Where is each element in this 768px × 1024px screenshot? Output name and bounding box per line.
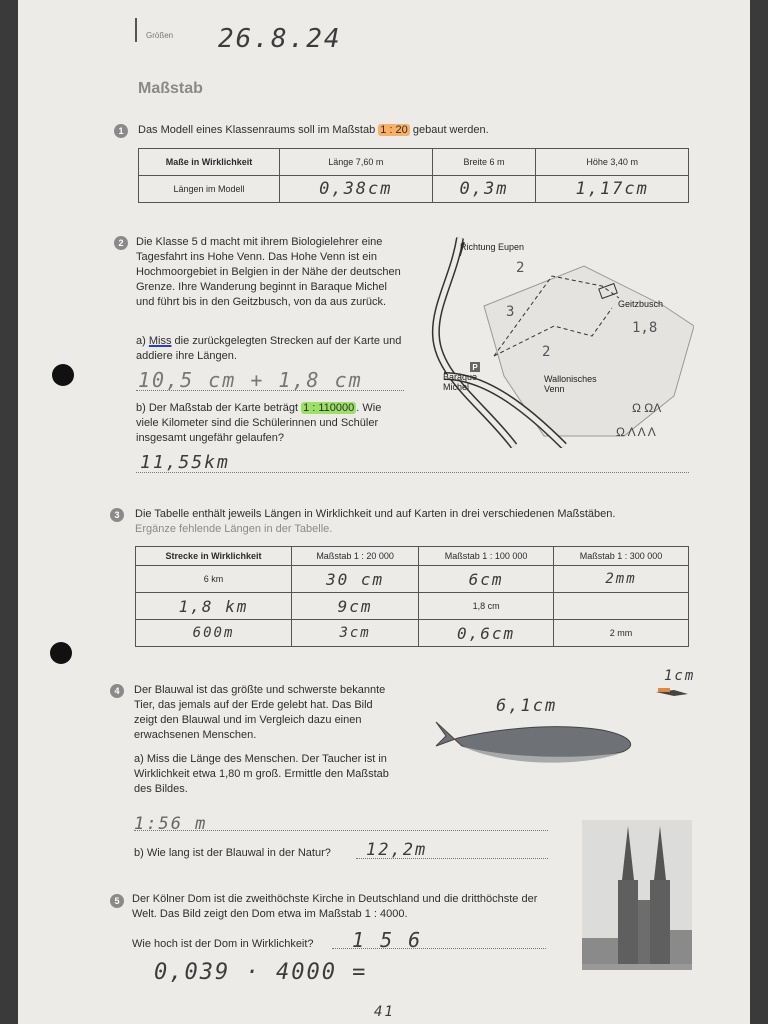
handwritten-date: 26.8.24 [218, 24, 342, 54]
task2-a-miss: Miss [148, 335, 172, 347]
map-label-richtung: Richtung Eupen [460, 242, 525, 252]
task4-a-text: a) Miss die Länge des Menschen. Der Taucher ist in Wirklichkeit etwa 1,80 m groß. Ermittle den Maßstab des Bildes. [134, 753, 389, 795]
task-number-2: 2 [114, 236, 128, 250]
answer-line [136, 390, 404, 391]
task3-header-cell: Maßstab 1 : 300 000 [554, 547, 689, 566]
task1-header-cell: Maße in Wirklichkeit [139, 149, 280, 176]
route-mark: 1,8 [632, 320, 658, 336]
task3-header-cell: Maßstab 1 : 100 000 [419, 547, 554, 566]
task2-text: Die Klasse 5 d macht mit ihrem Biologielehrer eine Tagesfahrt ins Hohe Venn. Das Hohe Venn ist ein Hochmoorgebiet in Belgien in der Nähe der deutschen Grenze. Ihre Wanderung beginnt in Baraque Michel und führt bis in den Geitzbusch, von da aus zurück. [136, 236, 401, 308]
task3-answer-cell[interactable]: 9cm [292, 593, 419, 620]
answer-line [136, 472, 689, 473]
topic-bar [135, 18, 137, 42]
task4-b-text: b) Wie lang ist der Blauwal in der Natur? [134, 847, 331, 859]
task1-answer-cell[interactable]: 0,3m [432, 176, 536, 203]
task1-header-cell: Höhe 3,40 m [536, 149, 689, 176]
task4-text: Der Blauwal ist das größte und schwerste bekannte Tier, das jemals auf der Erde gelebt hat. Das Bild zeigt den Blauwal und im Vergleich dazu einen erwachsenen Menschen. [134, 684, 386, 741]
task3-answer-cell[interactable]: 600m [136, 620, 292, 647]
cathedral-nave [638, 900, 650, 964]
task3-cell: 2 mm [554, 620, 689, 647]
diver-image [654, 686, 690, 700]
map-label-baraque: Baraque Michel [443, 372, 478, 392]
task2-b-text [136, 401, 404, 446]
task3-answer-cell[interactable]: 6cm [419, 566, 554, 593]
cologne-cathedral-image [582, 820, 692, 970]
task2-b-after: . Wie viele Kilometer sind die Schülerinnen und Schüler insgesamt ungefähr gelaufen? [136, 402, 382, 444]
task4-a-answer[interactable]: 1:56 m [134, 814, 208, 834]
blue-whale-image [432, 712, 638, 772]
punch-hole [50, 642, 72, 664]
task5-question: Wie hoch ist der Dom in Wirklichkeit? [132, 938, 314, 950]
task3-text [135, 507, 635, 537]
task3-answer-cell[interactable]: 1,8 km [136, 593, 292, 620]
tree-symbols: Ω ΩΛ [632, 401, 662, 415]
cathedral-tower-right [650, 880, 670, 964]
task1-text-after: gebaut werden. [409, 124, 489, 136]
route-mark: 3 [506, 304, 515, 320]
task3-table [135, 546, 689, 647]
task1-answer-cell[interactable]: 0,38cm [280, 176, 433, 203]
topic-label: Größen [146, 31, 174, 40]
task2-a-answer[interactable]: 10,5 cm + 1,8 cm [138, 368, 363, 392]
answer-line [356, 858, 548, 859]
answer-line [134, 830, 548, 831]
task3-answer-cell[interactable]: 2mm [554, 566, 689, 593]
task2-a-text [136, 334, 404, 364]
task1-text [138, 123, 489, 138]
diver-length-note: 1cm [664, 668, 696, 684]
map-label-geitzbusch: Geitzbusch [618, 299, 664, 309]
task3-text-main: Die Tabelle enthält jeweils Längen in Wirklichkeit und auf Karten in drei verschiedenen Maßstäben. [135, 508, 616, 520]
task3-answer-cell[interactable] [554, 593, 689, 620]
task2-a-label: a) [136, 335, 146, 347]
task3-text-gray: Ergänze fehlende Längen in der Tabelle. [135, 523, 333, 535]
parking-letter: P [472, 363, 478, 372]
task3-cell: 1,8 cm [419, 593, 554, 620]
task3-answer-cell[interactable]: 3cm [292, 620, 419, 647]
task4-b-answer[interactable]: 12,2m [366, 840, 428, 860]
task3-answer-cell[interactable]: 0,6cm [419, 620, 554, 647]
punch-hole [52, 364, 74, 386]
task5-calculation: 0,039 · 4000 = [154, 960, 368, 985]
task3-header-cell: Maßstab 1 : 20 000 [292, 547, 419, 566]
route-mark: 2 [542, 344, 551, 360]
task1-header-cell: Breite 6 m [432, 149, 536, 176]
task5-answer[interactable]: 1 5 6 [352, 928, 423, 952]
task1-answer-cell[interactable]: 1,17cm [536, 176, 689, 203]
diver-tank [658, 688, 670, 692]
task3-header-cell: Strecke in Wirklichkeit [136, 547, 292, 566]
task-number-3: 3 [110, 508, 124, 522]
task5-text: Der Kölner Dom ist die zweithöchste Kirche in Deutschland und die dritthöchste der Welt. Das Bild zeigt den Dom etwa im Maßstab 1 : 4000. [132, 893, 538, 920]
task2-b-before: b) Der Maßstab der Karte beträgt [136, 402, 302, 414]
task2-b-scale-highlight: 1 : 110000 [303, 402, 355, 414]
cathedral-tower-left [618, 880, 638, 964]
task-number-5: 5 [110, 894, 124, 908]
street [582, 964, 692, 970]
map-label-venn: Wallonisches Venn [544, 374, 597, 394]
task1-table [138, 148, 689, 203]
task-number-1: 1 [114, 124, 128, 138]
page-title: Maßstab [138, 80, 203, 97]
task1-header-cell: Länge 7,60 m [280, 149, 433, 176]
task2-a-rest: die zurückgelegten Strecken auf der Karte und addiere ihre Längen. [136, 335, 402, 362]
task-number-4: 4 [110, 684, 124, 698]
buildings-left [582, 938, 618, 964]
task3-answer-cell[interactable]: 30 cm [292, 566, 419, 593]
task3-cell: 6 km [136, 566, 292, 593]
buildings-right [670, 930, 692, 964]
page-number: 41 [374, 1004, 395, 1020]
worksheet-page [18, 0, 750, 1024]
tree-symbols: Ω Λ Λ Λ [616, 425, 656, 439]
whale-length-note: 6,1cm [496, 696, 558, 716]
task1-row-label: Längen im Modell [139, 176, 280, 203]
route-mark: 2 [516, 260, 525, 276]
task1-text-before: Das Modell eines Klassenraums soll im Maßstab [138, 124, 379, 136]
task1-scale-highlight: 1 : 20 [380, 124, 408, 136]
task2-b-answer[interactable]: 11,55km [140, 452, 230, 473]
hiking-map [424, 236, 694, 448]
whale-body [436, 722, 631, 758]
answer-line [332, 948, 546, 949]
venn-area [484, 266, 694, 436]
